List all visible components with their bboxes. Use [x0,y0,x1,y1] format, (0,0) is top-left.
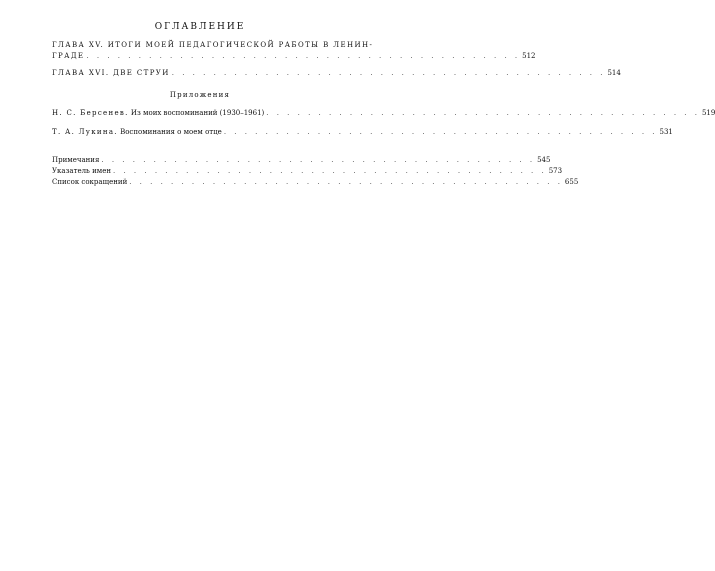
page-number: 514 [607,69,621,77]
toc-entry-line-1 [52,40,374,51]
chapter-title-line-2: ГРАДЕ [52,52,85,60]
toc-entry-chapter-16[interactable] [52,68,621,79]
appendix-text [52,127,222,138]
appendix-text [52,108,264,119]
dot-leader: . . . . . . . . . . . . . . . . . . . . . . . . . . . . . . . . . . . . . . . . . . [86,52,521,60]
chapter-title-line-1: ГЛАВА XV. ИТОГИ МОЕЙ ПЕДАГОГИЧЕСКОЙ РАБОТЫ В ЛЕНИН- [52,41,374,49]
appendices-heading: Приложения [169,91,231,99]
page-number: 545 [537,156,551,164]
chapter-title: ГЛАВА XVI. ДВЕ СТРУИ [52,69,170,77]
toc-entry-appendix-2[interactable] [52,127,673,138]
appendix-author: Т. А. Лукина. [52,128,118,136]
toc-entry-line [52,177,579,188]
page-number: 512 [522,52,536,60]
appendix-title: Воспоминания о моем отце [120,128,222,136]
toc-entry-line [52,155,551,166]
backmatter-label: Примечания [52,156,100,164]
page-title: ОГЛАВЛЕНИЕ [154,22,246,32]
appendix-author: Н. С. Берсенев. [52,109,129,117]
toc-entry-appendix-1[interactable] [52,108,715,119]
backmatter-label: Список сокращений [52,178,128,186]
toc-entry-chapter-15[interactable] [52,40,536,62]
appendix-title: Из моих воспоминаний (1930–1961) [130,109,265,117]
backmatter-label: Указатель имен [52,167,112,175]
toc-entry-abbreviations[interactable] [52,177,579,188]
dot-leader: . . . . . . . . . . . . . . . . . . . . . . . . . . . . . . . . . . . . . . . . . . [171,69,606,77]
toc-entry-line [52,166,563,177]
page-number: 531 [659,128,673,136]
page-number: 519 [701,109,715,117]
page-number: 573 [548,167,563,175]
dot-leader: . . . . . . . . . . . . . . . . . . . . . . . . . . . . . . . . . . . . . . . . . . [101,156,536,164]
page-number: 655 [564,178,579,186]
dot-leader: . . . . . . . . . . . . . . . . . . . . . . . . . . . . . . . . . . . . . . . . . . [223,128,658,136]
toc-entry-notes[interactable] [52,155,551,166]
toc-entry-line [52,68,621,79]
dot-leader: . . . . . . . . . . . . . . . . . . . . . . . . . . . . . . . . . . . . . . . . . . [129,178,563,186]
toc-entry-line-2 [52,51,536,62]
dot-leader: . . . . . . . . . . . . . . . . . . . . . . . . . . . . . . . . . . . . . . . . . . [113,167,547,175]
toc-entry-name-index[interactable] [52,166,563,177]
dot-leader: . . . . . . . . . . . . . . . . . . . . . . . . . . . . . . . . . . . . . . . . . . [266,109,700,117]
toc-entry-line [52,127,673,138]
toc-entry-line [52,108,715,119]
